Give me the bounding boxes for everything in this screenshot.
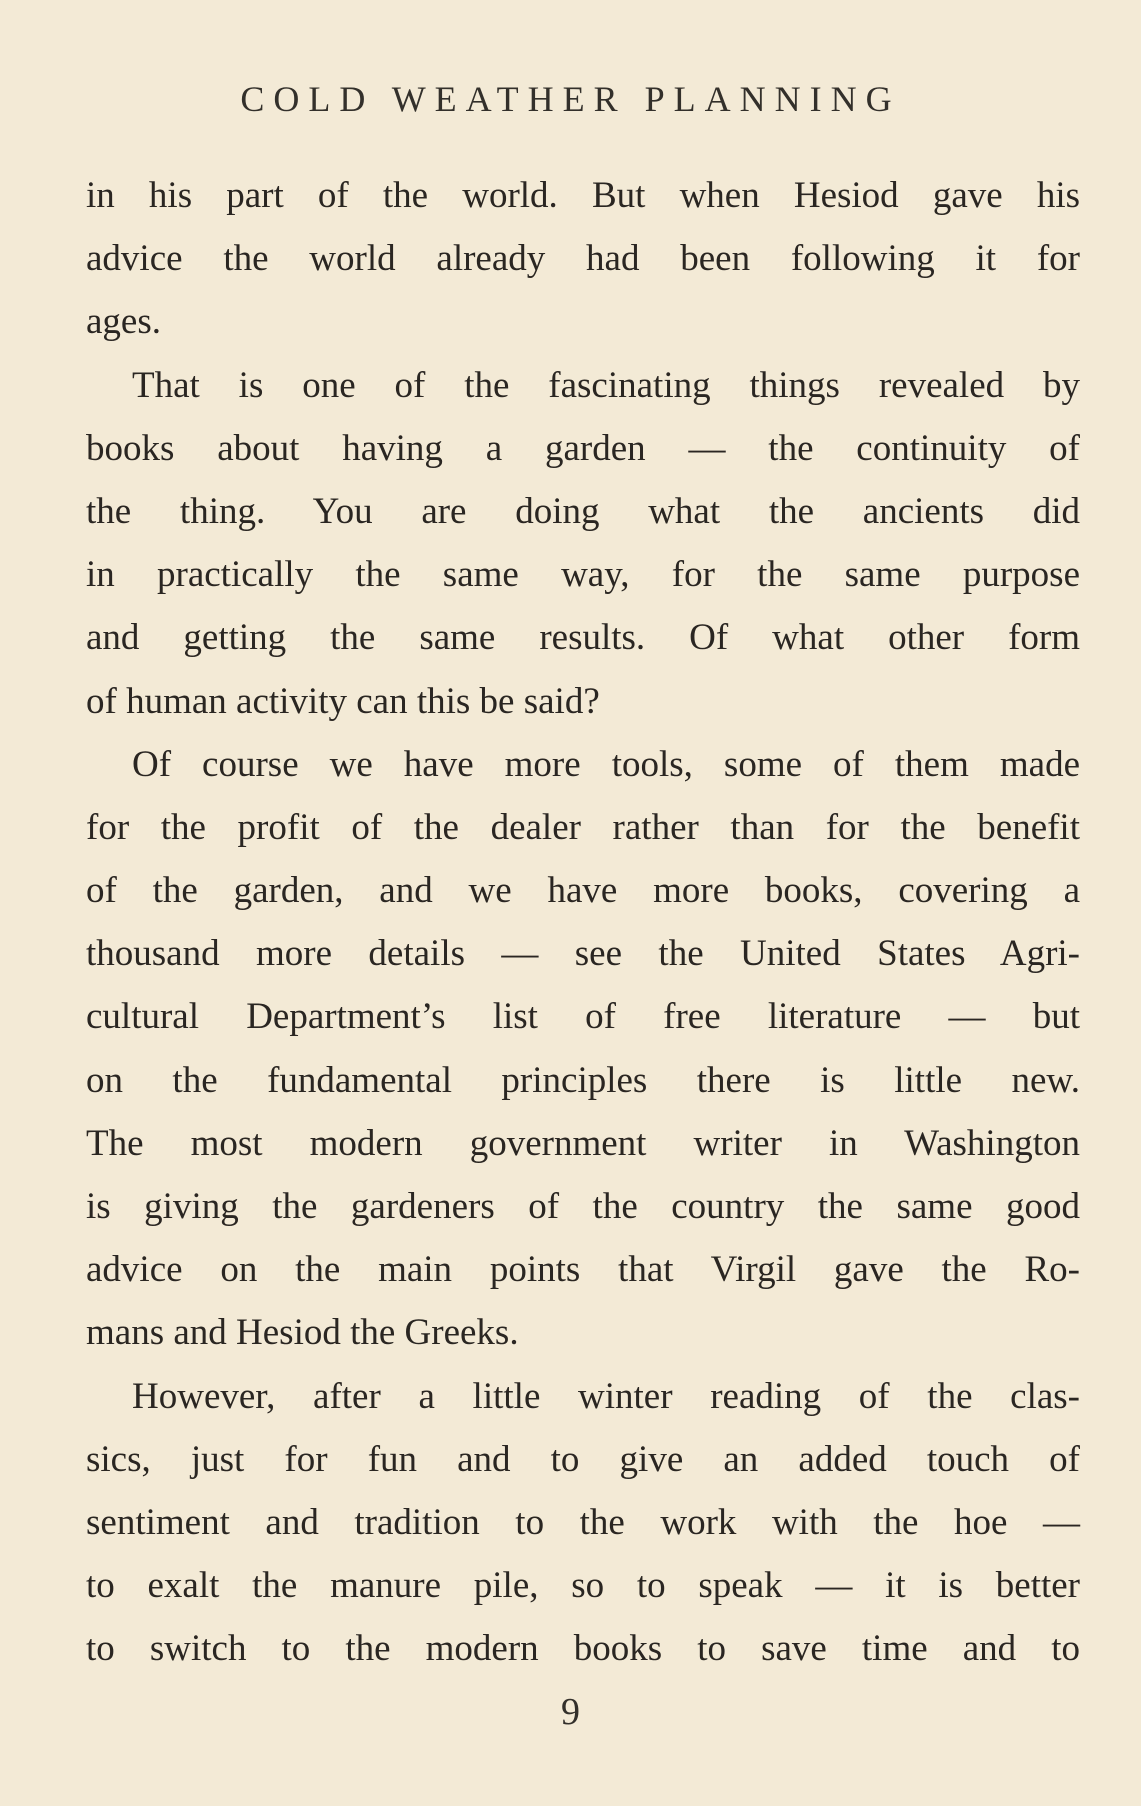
paragraph-first-line: Of course we have more tools, some of them made — [132, 743, 1080, 785]
text-line: in practically the same way, for the same purpose — [86, 554, 1080, 596]
text-line: is giving the gardeners of the country the same good — [86, 1186, 1080, 1227]
text-line: mans and Hesiod the Greeks. — [86, 1312, 519, 1354]
text-line: books about having a garden — the continuity of — [86, 427, 1080, 469]
text-line: the thing. You are doing what the ancients did — [86, 490, 1080, 532]
text-line: of the garden, and we have more books, covering a — [86, 870, 1080, 912]
text-line: for the profit of the dealer rather than for the benefit — [86, 806, 1080, 848]
text-line: thousand more details — see the United States Agri- — [86, 933, 1080, 975]
text-line: in his part of the world. But when Hesiod gave his — [86, 175, 1080, 216]
text-line: advice on the main points that Virgil gave the Ro- — [86, 1249, 1080, 1291]
text-line: ages. — [86, 301, 161, 343]
text-line: advice the world already had been following it for — [86, 238, 1080, 280]
text-line: of human activity can this be said? — [86, 680, 600, 722]
text-line: sics, just for fun and to give an added touch of — [86, 1438, 1080, 1480]
page-number: 9 — [561, 1691, 580, 1733]
paragraph-first-line: However, after a little winter reading of the clas- — [132, 1375, 1080, 1417]
text-line: cultural Department’s list of free literature — but — [86, 996, 1080, 1038]
body-text — [86, 164, 1080, 1681]
text-line: The most modern government writer in Washington — [86, 1122, 1080, 1164]
text-line: to exalt the manure pile, so to speak — it is better — [86, 1565, 1080, 1607]
paragraph-first-line: That is one of the fascinating things revealed by — [132, 364, 1080, 406]
text-line: and getting the same results. Of what other form — [86, 617, 1080, 659]
running-head: COLD WEATHER PLANNING — [240, 79, 901, 119]
text-line: sentiment and tradition to the work with the hoe — — [86, 1501, 1080, 1543]
text-line: to switch to the modern books to save time and to — [86, 1628, 1080, 1670]
text-line: on the fundamental principles there is little new. — [86, 1059, 1080, 1101]
